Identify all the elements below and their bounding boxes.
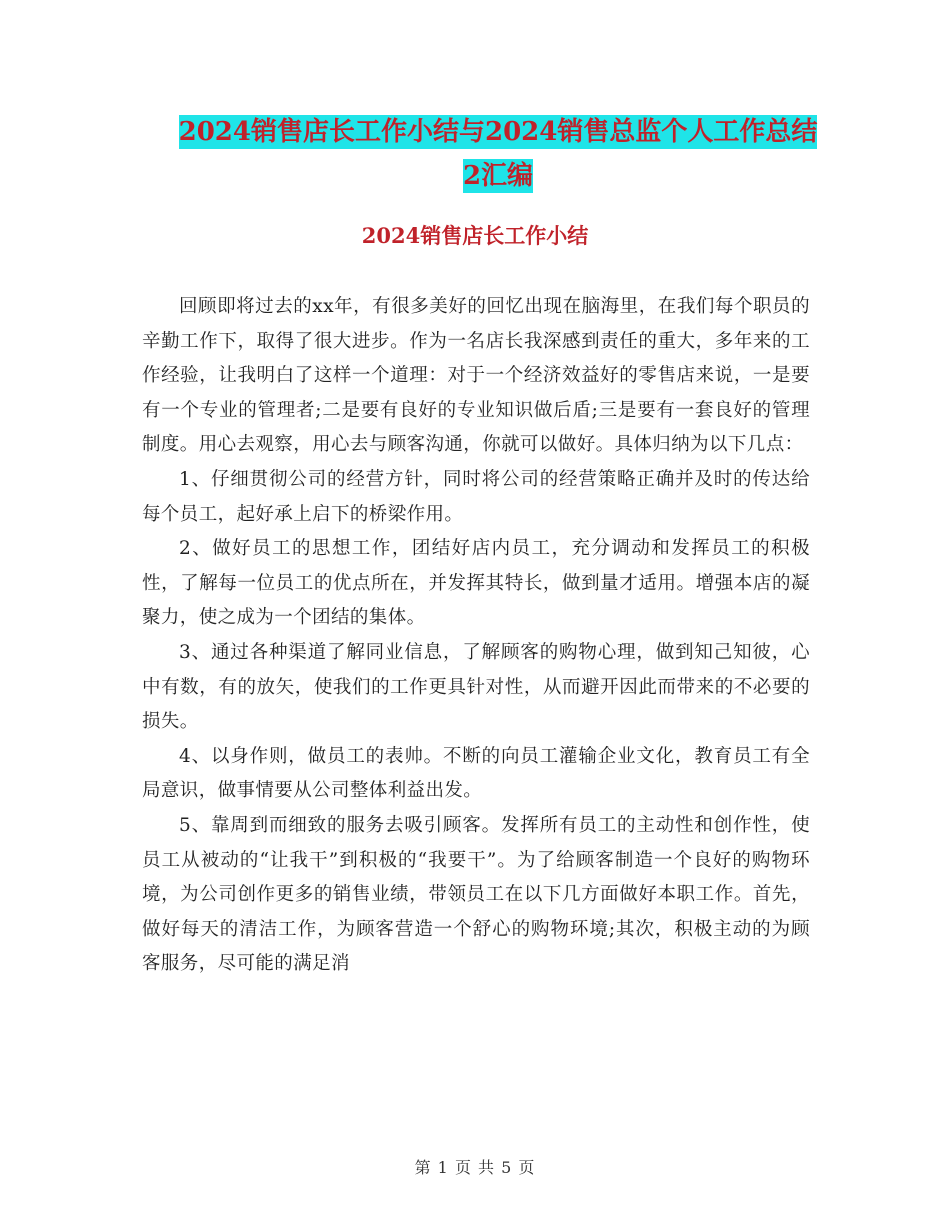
paragraph-item-3: 3、通过各种渠道了解同业信息，了解顾客的购物心理，做到知己知彼，心中有数，有的放矢，使我们的工作更具针对性，从而避开因此而带来的不必要的损失。 — [142, 641, 810, 733]
paragraph-item-2: 2、做好员工的思想工作，团结好店内员工，充分调动和发挥员工的积极性，了解每一位员工的优点所在，并发挥其特长，做到量才适用。增强本店的凝聚力，使之成为一个团结的集体。 — [142, 538, 810, 629]
document-title-line-1: 2024销售店长工作小结与2024销售总监个人工作总结 — [178, 117, 818, 147]
document-title — [140, 110, 856, 198]
page-footer: 第 1 页 共 5 页 — [414, 1158, 536, 1177]
paragraph-item-1: 1、仔细贯彻公司的经营方针，同时将公司的经营策略正确并及时的传达给每个员工，起好承上启下的桥梁作用。 — [142, 468, 810, 525]
paragraph-intro: 回顾即将过去的xx年，有很多美好的回忆出现在脑海里，在我们每个职员的辛勤工作下，取得了很大进步。作为一名店长我深感到责任的重大，多年来的工作经验，让我明白了这样一个道理：对于一个经济效益好的零售店来说，一是要有一个专业的管理者;二是要有良好的专业知识做后盾;三是要有一套良好的管理制度。用心去观察，用心去与顾客沟通，你就可以做好。具体归纳为以下几点： — [142, 296, 810, 456]
document-title-line-2: 2汇编 — [462, 161, 534, 191]
section-title: 2024销售店长工作小结 — [361, 223, 589, 248]
paragraph-item-5: 5、靠周到而细致的服务去吸引顾客。发挥所有员工的主动性和创作性，使员工从被动的“让我干”到积极的“我要干”。为了给顾客制造一个良好的购物环境，为公司创作更多的销售业绩，带领员工在以下几方面做好本职工作。首先，做好每天的清洁工作，为顾客营造一个舒心的购物环境;其次，积极主动的为顾客服务，尽可能的满足消 — [142, 814, 810, 975]
document-body — [142, 290, 810, 982]
paragraph-item-4: 4、以身作则，做员工的表帅。不断的向员工灌输企业文化，教育员工有全局意识，做事情要从公司整体利益出发。 — [142, 745, 810, 802]
